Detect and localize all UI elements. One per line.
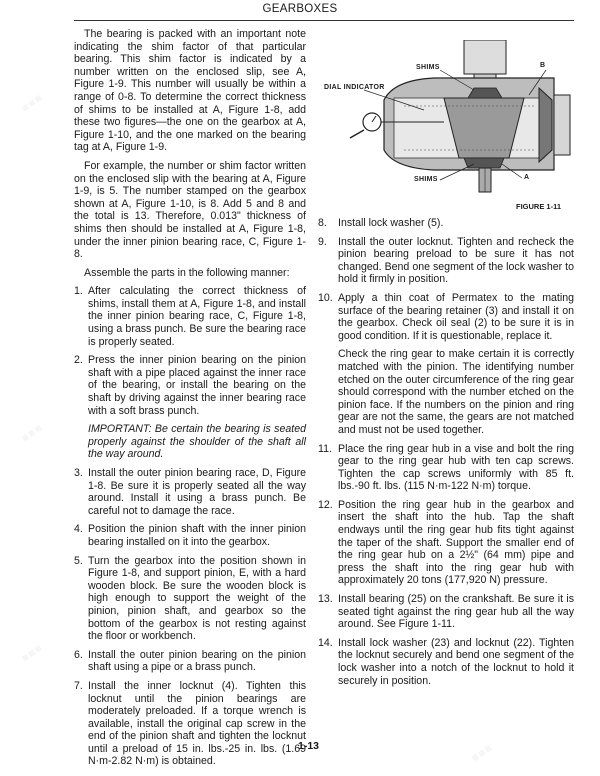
page-number: 1-13 [298,740,320,752]
step-number: 9. [318,235,327,248]
step-text: Install the inner locknut (4). Tighten this locknut until the pinion bearings are moderately preloaded. If a torque wrench is available, install the original cap screw in the end of the pinion shaft and tighten the locknut until a preload of 15 in. lbs.-25 in. lbs. (1.69 N·m-2.82 N·m) is obtained. [88,679,306,768]
header-rule [74,20,574,21]
step-text: Install the outer pinion bearing race, D, Figure 1-8. Be sure it is properly seated all the way around. Install it using a brass punch. Be careful not to damage the race. [88,467,306,517]
step-item [74,285,306,348]
watermark: ▪▪▪ [14,635,49,670]
step-text: Press the inner pinion bearing on the pinion shaft with a pipe placed against the inner race of the bearing, or install the bearing on the shaft by driving against the inner bearing race with a soft brass punch. [88,354,306,417]
left-column [74,28,306,774]
step-text: Install lock washer (23) and locknut (22). Tighten the locknut securely and bend one segment of the lock washer into a notch of the locknut to hold it securely in position. [338,636,574,687]
watermark: ▪▪▪ [14,415,49,450]
step-item [318,593,574,631]
step-item [74,467,306,517]
step-text: Turn the gearbox into the position shown in Figure 1-8, and support pinion, E, with a hard wooden block. Be sure the wooden block is high enough to support the weight of the pinion, pinion shaft, and gearbox so the bottom of the gearbox is not resting against the floor or workbench. [88,554,306,643]
step-text: Position the ring gear hub in the gearbox and insert the shaft into the hub. Tap the shaft endways until the ring gear hub fits tight against the taper of the shaft. Support the smaller end of the ring gear hub on a 2½" (64 mm) pipe and press the shaft into the ring gear hub with approximately 20 tons (177,920 N) pressure. [338,498,574,587]
label-shims-top: SHIMS [416,64,440,71]
step-item [318,292,574,437]
step-number: 4. [74,523,83,536]
gearbox-cross-section-drawing [324,40,574,210]
step-number: 5. [74,554,83,567]
important-note: IMPORTANT: Be certain the bearing is seated properly against the shoulder of the shaft all the way around. [88,423,306,461]
step-number: 1. [74,285,83,298]
step-number: 2. [74,354,83,367]
figure-1-11 [324,40,574,210]
figure-caption: FIGURE 1-11 [516,202,562,211]
watermark: ▪▪▪ [464,735,499,770]
step-item [318,637,574,687]
label-a: A [524,174,530,181]
step-list [74,285,306,768]
step-number: 11. [318,442,332,455]
label-shims-bottom: SHIMS [414,176,438,183]
step-item [74,680,306,768]
right-column [318,217,574,693]
label-b: B [540,62,546,69]
paragraph: For example, the number or shim factor written on the enclosed slip with the bearing at A, Figure 1-9, is 5. The number stamped on the gearbox shown at A, Figure 1-10, is 8. Add 5 and 8 and the total is 13. Therefore, 0.013" thickness of shims then should be installed at A, Figure 1-8, under the inner pinion bearing race, C, Figure 1-8. [74,159,306,261]
step-text: Install lock washer (5). [338,217,444,229]
step-item [74,523,306,548]
step-text: Install bearing (25) on the crankshaft. Be sure it is seated tight against the ring gear hub all the way around. See Figure 1-11. [338,593,574,631]
step-number: 10. [318,291,333,304]
step-text: Apply a thin coat of Permatex to the mating surface of the bearing retainer (3) and install it on the gearbox. Check oil seal (2) to be sure it is in good condition. If it is questionable, replace it. [338,291,574,342]
step-number: 14. [318,636,333,649]
watermark: ▪▪▪ [14,85,49,120]
paragraph: The bearing is packed with an important note indicating the shim factor of that particular bearing. This shim factor is indicated by a number written on the enclosed slip, see A, Figure 1-9. This number will usually be within a range of 0-8. To determine the correct thickness of shims to be installed at A, Figure 1-8, add these two figures—the one on the gearbox at A, Figure 1-10, and the one marked on the bearing tag at A, Figure 1-9. [74,28,306,154]
step-number: 12. [318,498,333,511]
step-text: Install the outer pinion bearing on the pinion shaft using a pipe or a brass punch. [88,648,306,674]
step-text: Place the ring gear hub in a vise and bolt the ring gear to the ring gear hub with ten cap screws. Tighten the cap screws uniformly with 85 ft. lbs.-90 ft. lbs. (115 N·m-122 N·m) torque. [338,442,574,493]
step-number: 6. [74,648,83,661]
step-text: Position the pinion shaft with the inner pinion bearing installed on it into the gearbox. [88,523,306,548]
step-text: After calculating the correct thickness of shims, install them at A, Figure 1-8, and install the inner pinion bearing race, C, Figure 1-8, using a brass punch. Be sure the bearing race is properly seated. [88,285,306,348]
paragraph: Assemble the parts in the following manner: [84,266,290,279]
step-item [318,217,574,230]
step-number: 8. [318,217,327,229]
step-subparagraph: Check the ring gear to make certain it is correctly matched with the pinion. The identifying number etched on the outer circumference of the ring gear should correspond with the number etched on the pinion face. If the numbers on the pinion and ring gear are not the same, the gears are not matched and must not be used together. [338,348,574,436]
step-number: 3. [74,467,83,479]
step-item [318,443,574,493]
step-number: 13. [318,593,333,606]
label-dial-indicator: DIAL INDICATOR [324,84,385,91]
step-text: Install the outer locknut. Tighten and recheck the pinion bearing preload to be sure it has not changed. Bend one segment of the lock washer to hold it firmly in position. [338,235,574,286]
step-item [318,236,574,286]
section-title: GEARBOXES [262,3,338,15]
step-item [74,555,306,643]
step-item [74,649,306,674]
step-item [318,499,574,587]
step-list [318,217,574,687]
step-number: 7. [74,679,83,692]
step-item [74,354,306,461]
